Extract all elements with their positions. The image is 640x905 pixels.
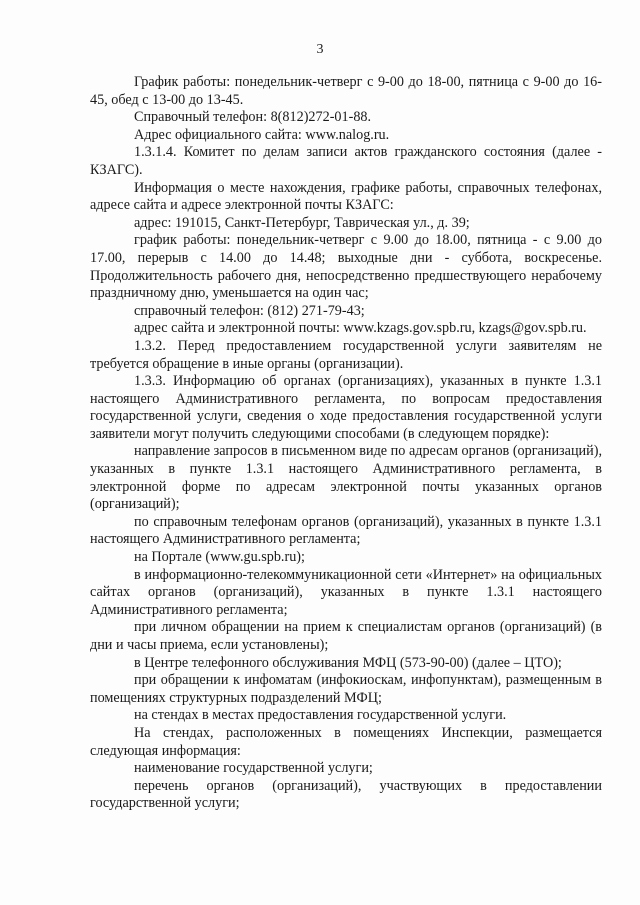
paragraph-kzags-heading: 1.3.1.4. Комитет по делам записи актов гражданского состояния (далее - КЗАГС). <box>90 144 602 178</box>
list-item-portal: на Портале (www.gu.spb.ru); <box>134 549 305 566</box>
paragraph-stands-info: На стендах, расположенных в помещениях Инспекции, размещается следующая информация: <box>90 724 602 759</box>
paragraph-phone: Справочный телефон: 8(812)272-01-88. <box>134 109 372 126</box>
paragraph-1-3-3: 1.3.3. Информацию об органах (организациях), указанных в пункте 1.3.1 настоящего Административного регламента, по вопросам предоставления государственной услуги, сведения о ходе предоставления государственной услуги заявители могут получить следующими способами (в следующем порядке): <box>90 373 602 442</box>
list-item-internet: в информационно-телекоммуникационной сети «Интернет» на официальных сайтах органов (организаций), указанных в пункте 1.3.1 настоящего Административного регламента; <box>90 566 602 618</box>
list-item-organs-list: перечень органов (организаций), участвующих в предоставлении государственной услуги; <box>90 777 602 812</box>
list-item-infomats: при обращении к инфоматам (инфокиоскам, инфопунктам), размещенным в помещениях структурных подразделений МФЦ; <box>90 672 602 706</box>
paragraph-kzags-phone: справочный телефон: (812) 271-79-43; <box>134 302 365 319</box>
list-item-phones: по справочным телефонам органов (организаций), указанных в пункте 1.3.1 настоящего Административного регламента; <box>90 513 602 548</box>
document-body <box>90 74 602 813</box>
list-item-personal-visit: при личном обращении на прием к специалистам органов (организаций) (в дни и часы приема, если установлены); <box>90 619 602 653</box>
list-item-stands: на стендах в местах предоставления государственной услуги. <box>134 707 507 724</box>
paragraph-kzags-address: адрес: 191015, Санкт-Петербург, Таврическая ул., д. 39; <box>134 214 470 231</box>
list-item-written-request: направление запросов в письменном виде по адресам органов (организаций), указанных в пункте 1.3.1 настоящего Административного регламента, в электронной форме по адресам электронной почты указанных органов (организаций); <box>90 443 602 513</box>
list-item-cto: в Центре телефонного обслуживания МФЦ (573-90-00) (далее – ЦТО); <box>134 654 562 671</box>
paragraph-schedule: График работы: понедельник-четверг с 9-00 до 18-00, пятница с 9-00 до 16-45, обед с 13-00 до 13-45. <box>90 74 602 108</box>
paragraph-kzags-info: Информация о месте нахождения, графике работы, справочных телефонах, адресе сайта и адресе электронной почты КЗАГС: <box>90 179 602 214</box>
paragraph-kzags-schedule: график работы: понедельник-четверг с 9.00 до 18.00, пятница - с 9.00 до 17.00, перерыв с 14.00 до 14.48; выходные дни - суббота, воскресенье. Продолжительность рабочего дня, непосредственно предшествующего нерабочему праздничному дню, уменьшается на один час; <box>90 232 602 302</box>
page-number: 3 <box>316 42 324 57</box>
paragraph-1-3-2: 1.3.2. Перед предоставлением государственной услуги заявителям не требуется обращение в иные органы (организации). <box>90 337 602 372</box>
list-item-service-name: наименование государственной услуги; <box>134 760 373 777</box>
paragraph-website: Адрес официального сайта: www.nalog.ru. <box>134 126 390 143</box>
paragraph-kzags-site: адрес сайта и электронной почты: www.kzags.gov.spb.ru, kzags@gov.spb.ru. <box>134 320 587 337</box>
